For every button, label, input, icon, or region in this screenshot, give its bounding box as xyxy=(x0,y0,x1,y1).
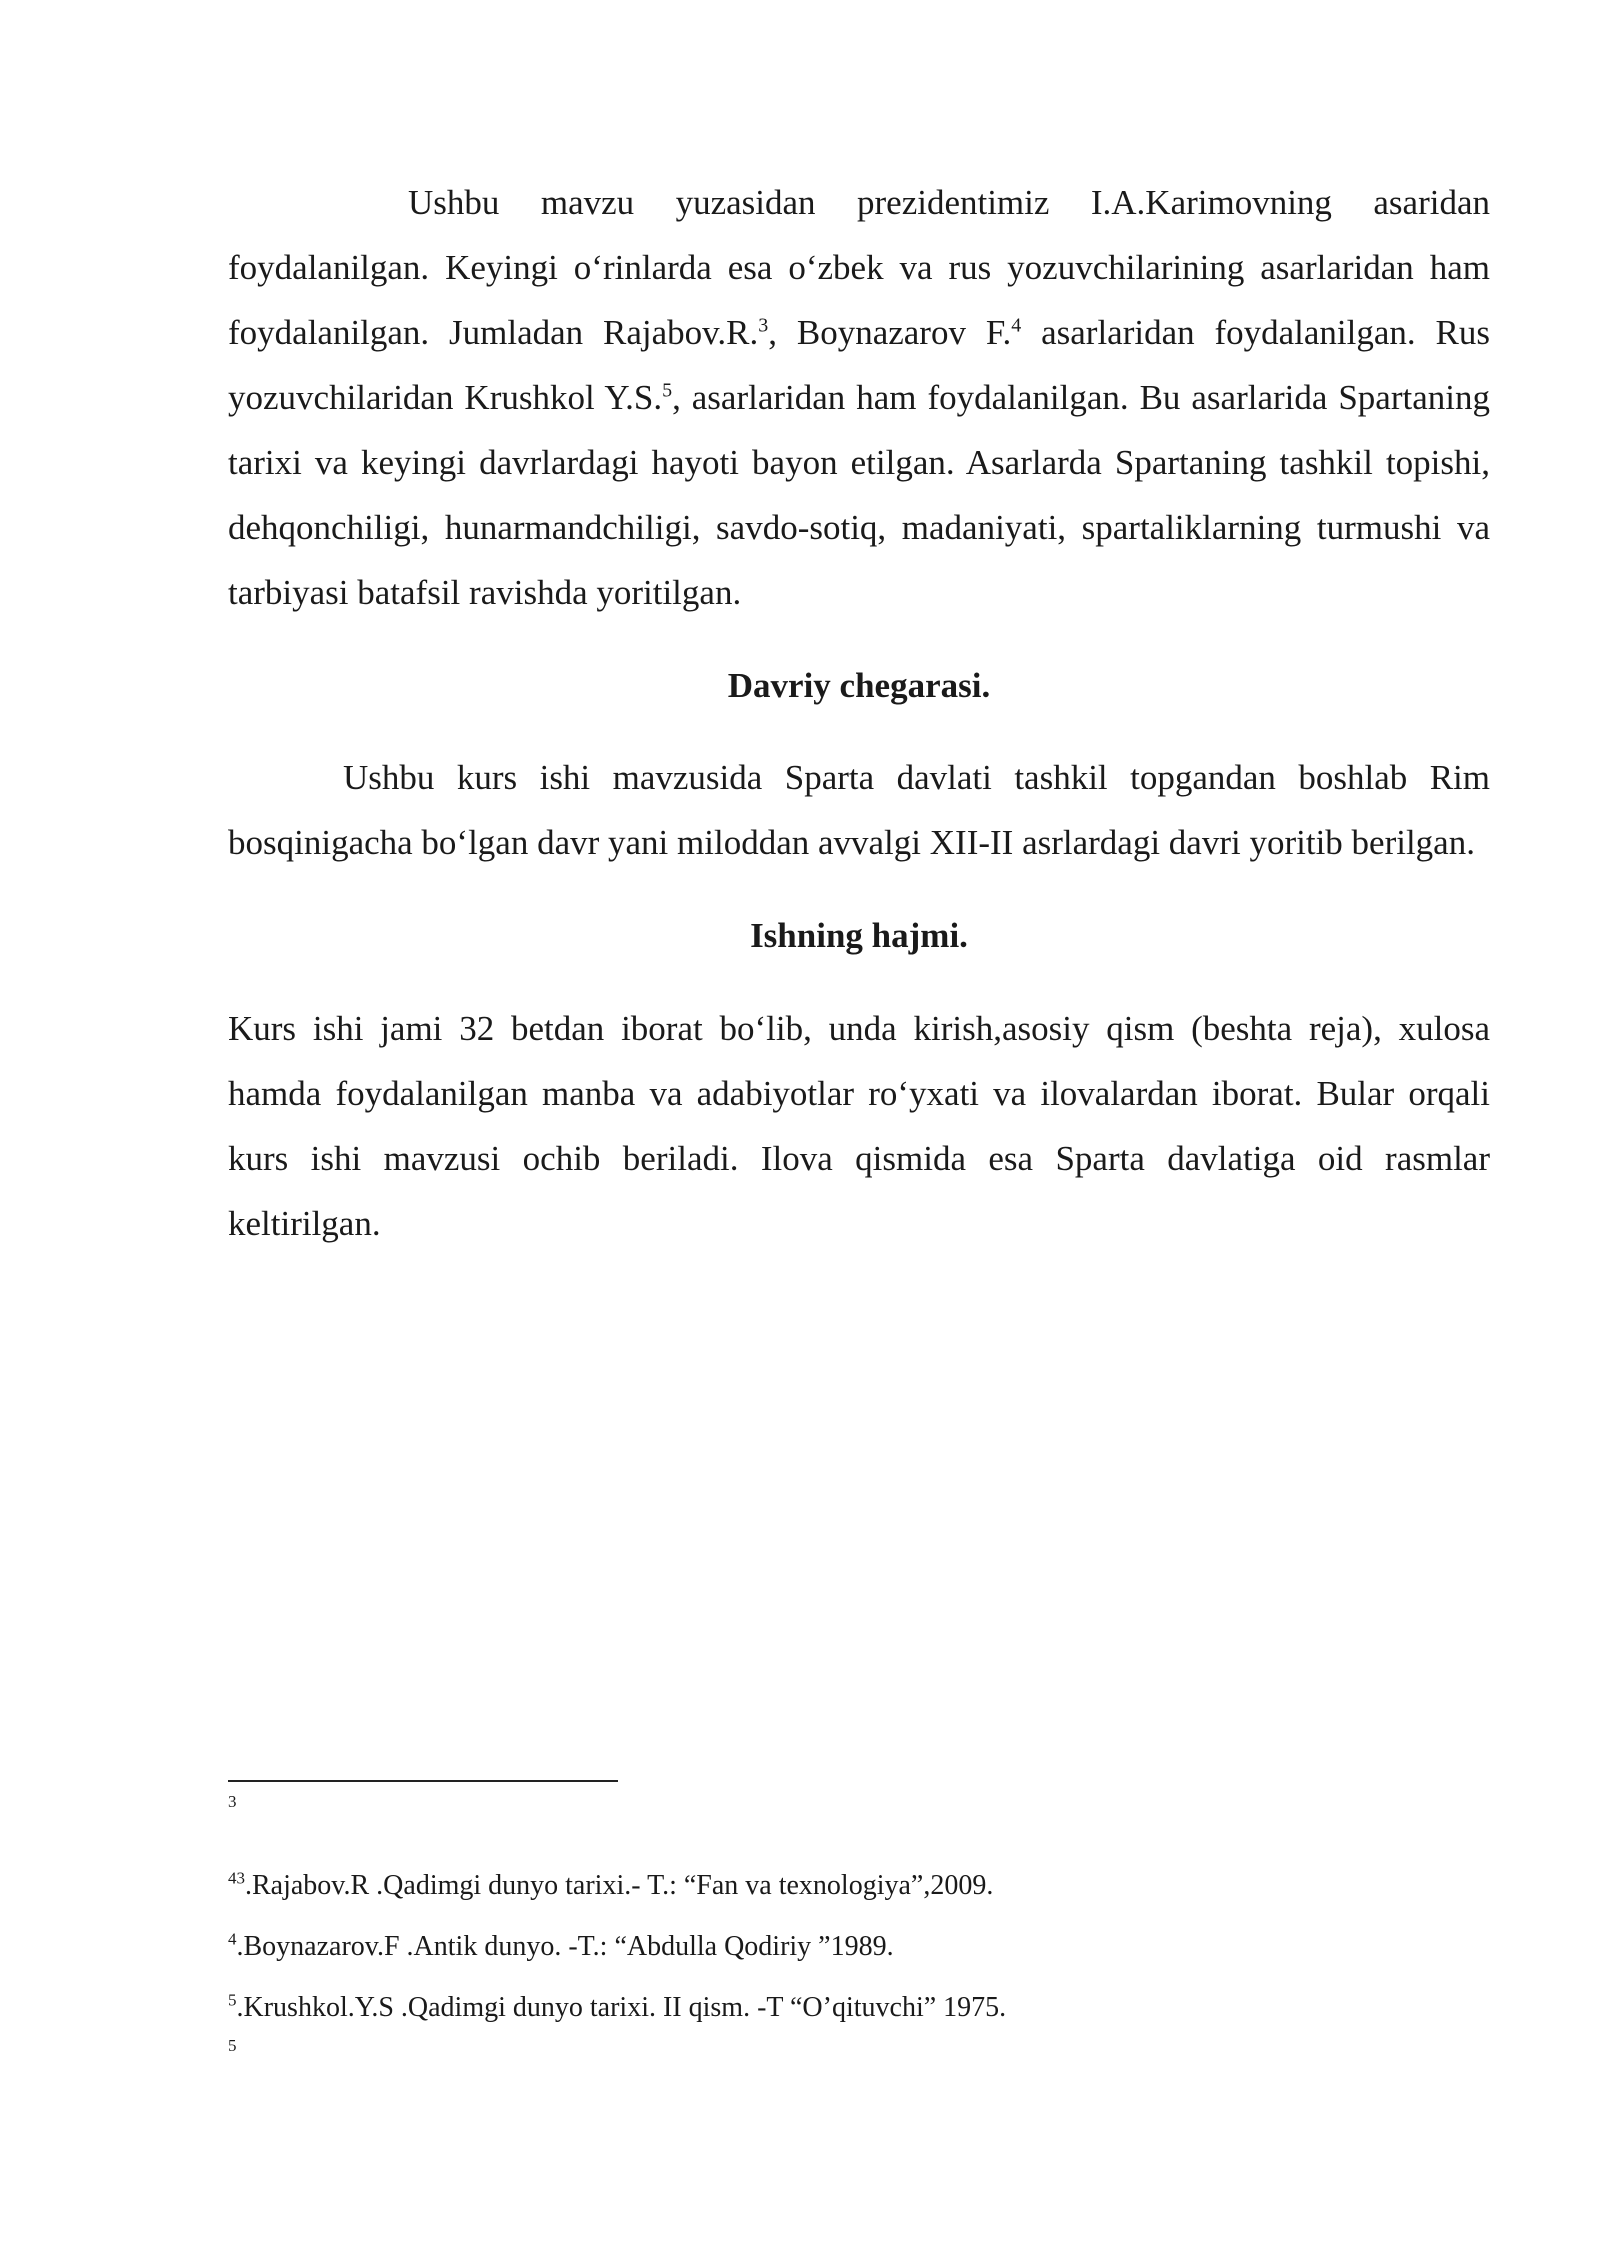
footnote-ref-3: 3 xyxy=(758,314,769,337)
footnotes xyxy=(228,1790,1490,2058)
footnote-krushkol-text: .Krushkol.Y.S .Qadimgi dunyo tarixi. II qism. -T “O’qituvchi” 1975. xyxy=(236,1992,1007,2023)
footnote-marker-3: 3 xyxy=(228,1792,237,1811)
footnote-marker-5: 5 xyxy=(228,2036,237,2055)
paragraph-sources-text-c: asarlaridan foydalanilgan. Rus yozuvchilaridan Krushkol Y.S. xyxy=(228,313,1490,417)
footnote-boynazarov xyxy=(228,1927,1490,1967)
document-body xyxy=(228,170,1490,1256)
footnote-rajabov xyxy=(228,1866,1490,1906)
footnote-boynazarov-number: 4 xyxy=(228,1929,237,1949)
footnote-krushkol-number: 5 xyxy=(228,1990,237,2010)
footnote-rajabov-number: 43 xyxy=(228,1868,245,1888)
footnote-ref-4: 4 xyxy=(1011,314,1022,337)
footnote-rajabov-text: .Rajabov.R .Qadimgi dunyo tarixi.- T.: “Fan va texnologiya”,2009. xyxy=(245,1870,994,1901)
paragraph-sources-text-d: , asarlaridan ham foydalanilgan. Bu asarlarida Spartaning tarixi va keyingi davrlardagi hayoti bayon etilgan. Asarlarda Spartaning tashkil topishi, dehqonchiligi, hunarmandchiligi, savdo-sotiq, madaniyati, spartaliklarning turmushi va tarbiyasi batafsil ravishda yoritilgan. xyxy=(228,378,1490,612)
footnote-ref-5: 5 xyxy=(662,379,673,402)
heading-davriy-chegarasi: Davriy chegarasi. xyxy=(727,666,991,705)
heading-ishning-hajmi: Ishning hajmi. xyxy=(750,916,968,955)
paragraph-sources xyxy=(228,170,1490,625)
paragraph-volume: Kurs ishi jami 32 betdan iborat bo‘lib, unda kirish,asosiy qism (beshta reja), xulosa hamda foydalanilgan manba va adabiyotlar ro‘yxati va ilovalardan iborat. Bular orqali kurs ishi mavzusi ochib beriladi. Ilova qismida esa Sparta davlatiga oid rasmlar keltirilgan. xyxy=(228,1009,1490,1243)
paragraph-period: Ushbu kurs ishi mavzusida Sparta davlati tashkil topgandan boshlab Rim bosqinigacha bo‘lgan davr yani miloddan avvalgi XII-II asrlardagi davri yoritib berilgan. xyxy=(228,758,1490,862)
paragraph-sources-text-b: , Boynazarov F. xyxy=(768,313,1012,352)
footnote-separator xyxy=(228,1780,618,1782)
paragraph-sources-text-a: Ushbu mavzu yuzasidan prezidentimiz I.A.Karimovning asaridan foydalanilgan. Keyingi o‘rinlarda esa o‘zbek va rus yozuvchilarining asarlaridan ham foydalanilgan. Jumladan Rajabov.R. xyxy=(228,183,1490,352)
footnote-krushkol xyxy=(228,1988,1490,2028)
footnote-boynazarov-text: .Boynazarov.F .Antik dunyo. -T.: “Abdulla Qodiriy ”1989. xyxy=(236,1931,894,1962)
